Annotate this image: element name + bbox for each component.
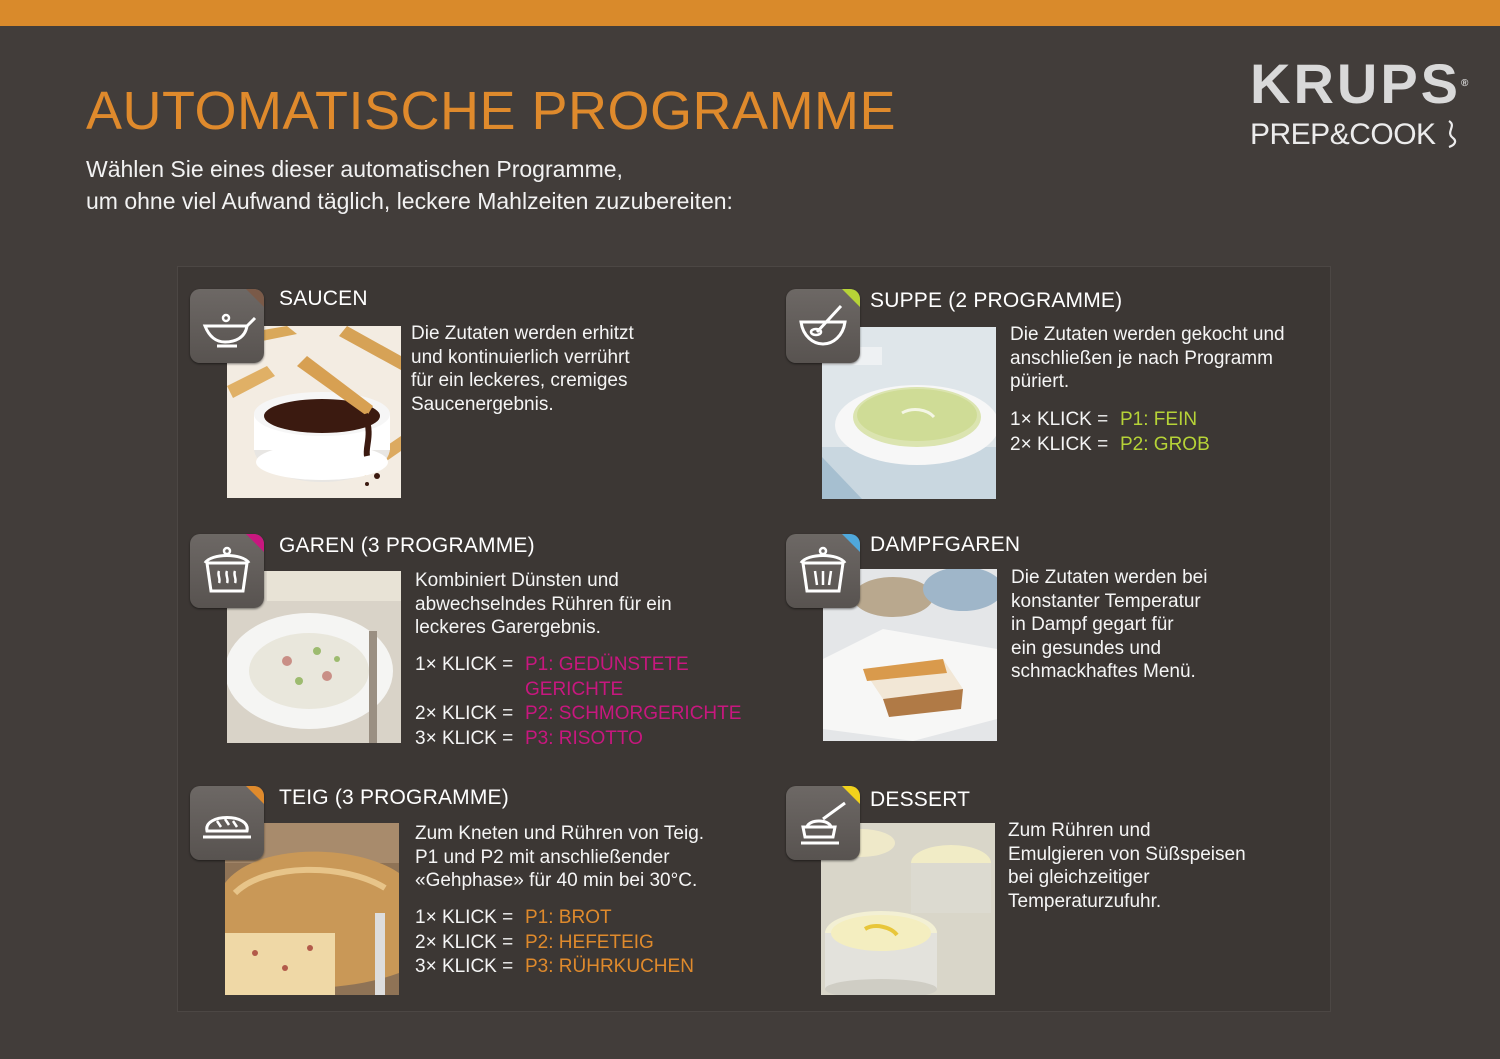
garen-click-row: 1× KLICK = P1: GEDÜNSTETE [415, 654, 689, 675]
dessert-title: DESSERT [870, 788, 971, 811]
garen-click-row: 3× KLICK = P3: RISOTTO [415, 727, 643, 749]
dough-description: Zum Kneten und Rühren von Teig. P1 und P2 mit anschließender «Gehphase» für 40 min bei 30°C. [415, 823, 705, 891]
dessert-description: Zum Rühren und Emulgieren von Süßspeisen bei gleichzeitiger Temperaturzufuhr. [1008, 820, 1246, 912]
steam-description: Die Zutaten werden bei konstanter Temperatur in Dampf gegart für ein gesundes und schmackhaftes Menü. [1011, 567, 1208, 682]
cooking-pot-icon [190, 534, 264, 608]
soup-click-options [1010, 408, 1210, 457]
subtitle-line-2: um ohne viel Aufwand täglich, leckere Mahlzeiten zuzubereiten: [86, 188, 733, 214]
garen-click-row: GERICHTE [525, 678, 624, 700]
top-accent-bar [0, 0, 1500, 26]
logo-brand: KRUPS® [1250, 52, 1472, 115]
page-title: AUTOMATISCHE PROGRAMME [86, 81, 897, 141]
steam-title: DAMPFGAREN [870, 533, 1021, 556]
garen-title: GAREN (3 PROGRAMME) [279, 534, 535, 557]
steamer-basket-icon [786, 534, 860, 608]
soup-bowl-icon [786, 289, 860, 363]
dough-click-options [415, 906, 694, 980]
bread-loaf-icon [190, 786, 264, 860]
soup-click-row: 2× KLICK = P2: GROB [1010, 433, 1210, 455]
dough-click-row: 3× KLICK = P3: RÜHRKUCHEN [415, 956, 694, 977]
dough-click-row: 1× KLICK = P1: BROT [415, 907, 612, 928]
steam-swirl-icon [1443, 118, 1463, 148]
dough-click-row: 2× KLICK = P2: HEFETEIG [415, 931, 654, 953]
garen-description: Kombiniert Dünsten und abwechselndes Rühren für ein leckeres Garergebnis. [415, 570, 672, 638]
page-subtitle [86, 153, 986, 217]
dough-title: TEIG (3 PROGRAMME) [279, 786, 509, 809]
garen-click-row: 2× KLICK = P2: SCHMORGERICHTE [415, 703, 742, 724]
subtitle-line-1: Wählen Sie eines dieser automatischen Programme, [86, 156, 623, 182]
logo-product: PREP&COOK [1250, 118, 1480, 152]
dessert-icon [786, 786, 860, 860]
sauces-description: Die Zutaten werden erhitzt und kontinuierlich verrührt für ein leckeres, cremiges Saucenergebnis. [411, 323, 634, 415]
krups-logo [1250, 54, 1480, 152]
gravy-boat-icon [190, 289, 264, 363]
garen-click-options [415, 653, 741, 751]
soup-title: SUPPE (2 PROGRAMME) [870, 289, 1123, 312]
soup-click-row: 1× KLICK = P1: FEIN [1010, 409, 1198, 430]
soup-description: Die Zutaten werden gekocht und anschließen je nach Programm püriert. [1010, 324, 1285, 392]
sauces-title: SAUCEN [279, 287, 368, 310]
